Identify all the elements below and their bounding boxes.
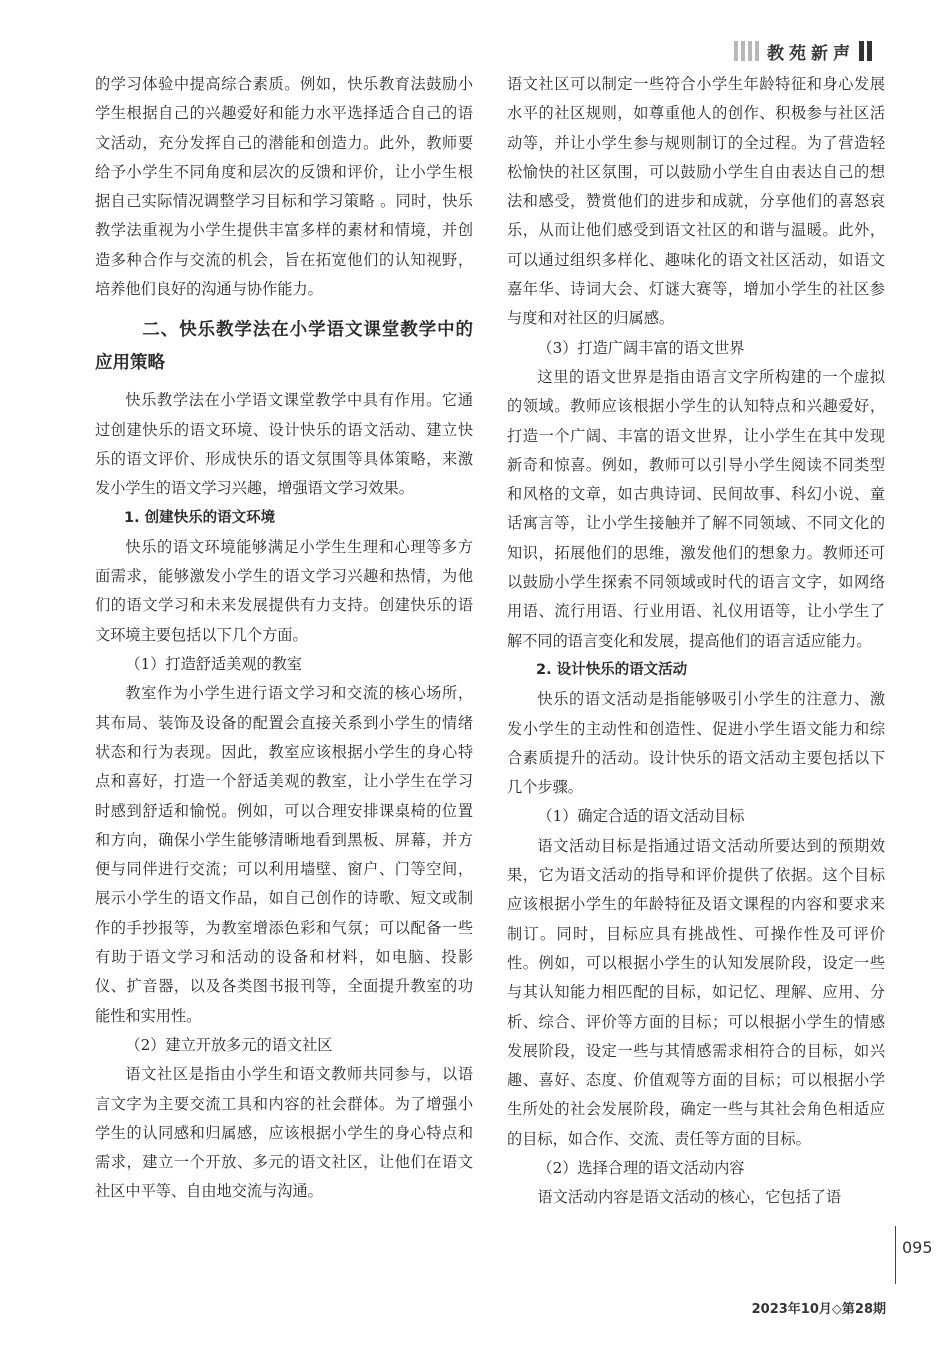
content-paragraph: 语文活动内容是语文活动的核心，它包括了语	[537, 1188, 842, 1207]
subheading-goal: （1）确定合适的语文活动目标	[537, 807, 745, 826]
intro-paragraph: 的学习体验中提高综合素质。例如，快乐教育法鼓励小学生根据自己的兴趣爱好和能力水平选择适合自己的语文活动，充分发挥自己的潜能和创造力。此外，教师要给予小学生不同角度和层次的反馈和评价，让小学生根据自己实际情况调整学习目标和学习策略 。同时，快乐教学法重视为小学生提供丰富多样的素材和情境，并创造多种合作与交流的机会，旨在拓宽他们的认知视野，培养他们良好的沟通与协作能力。	[95, 75, 473, 299]
page-number-divider	[895, 1226, 896, 1284]
section-heading: 二、快乐教学法在小学语文课堂教学中的应用策略	[95, 320, 473, 374]
subheading-world: （3）打造广阔丰富的语文世界	[537, 338, 745, 357]
subheading-activity: 2. 设计快乐的语文活动	[536, 661, 688, 678]
section-title-header: 教苑新声	[767, 43, 855, 64]
section-paragraph: 快乐教学法在小学语文课堂教学中具有作用。它通过创建快乐的语文环境、设计快乐的语文活动、建立快乐的语文评价、形成快乐的语文氛围等具体策略，来激发小学生的语文学习兴趣，增强语文学习效果。	[95, 391, 473, 498]
subheading-classroom: （1）打造舒适美观的教室	[125, 655, 303, 674]
world-paragraph: 这里的语文世界是指由语言文字所构建的一个虚拟的领域。教师应该根据小学生的认知特点和兴趣爱好，打造一个广阔、丰富的语文世界，让小学生在其中发现新奇和惊喜。例如，教师可以引导小学生阅读不同类型和风格的文章，如古典诗词、民间故事、科幻小说、童话寓言等，让小学生接触并了解不同领域、不同文化的知识，拓展他们的思维，激发他们的想象力。教师还可以鼓励小学生探索不同领域或时代的语言文字，如网络用语、流行用语、行业用语、礼仪用语等，让小学生了解不同的语言变化和发展，提高他们的语言适应能力。	[507, 367, 885, 650]
left-column	[95, 70, 473, 1207]
subheading-content: （2）选择合理的语文活动内容	[537, 1158, 745, 1177]
page-number: 095	[902, 1238, 933, 1257]
header-end-bars-decoration	[859, 41, 872, 61]
journal-header	[734, 40, 872, 62]
subheading-environment: 1. 创建快乐的语文环境	[124, 509, 276, 526]
header-bars-decoration	[734, 41, 759, 61]
activity-paragraph: 快乐的语文活动是指能够吸引小学生的注意力、激发小学生的主动性和创造性、促进小学生语文能力和综合素质提升的活动。设计快乐的语文活动主要包括以下几个步骤。	[507, 690, 885, 797]
environment-paragraph: 快乐的语文环境能够满足小学生生理和心理等多方面需求，能够激发小学生的语文学习兴趣和热情，为他们的语文学习和未来发展提供有力支持。创建快乐的语文环境主要包括以下几个方面。	[95, 537, 473, 644]
community-paragraph: 语文社区是指由小学生和语文教师共同参与，以语言文字为主要交流工具和内容的社会群体。为了增强小学生的认同感和归属感，应该根据小学生的身心特点和需求，建立一个开放、多元的语文社区，让他们在语文社区中平等、自由地交流与沟通。	[95, 1065, 473, 1201]
right-column	[507, 70, 885, 1213]
issue-date: 2023年10月◇第28期	[751, 1302, 886, 1317]
classroom-paragraph: 教室作为小学生进行语文学习和交流的核心场所，其布局、装饰及设备的配置会直接关系到小学生的情绪状态和行为表现。因此，教室应该根据小学生的身心特点和喜好，打造一个舒适美观的教室，让小学生在学习时感到舒适和愉悦。例如，可以合理安排课桌椅的位置和方向，确保小学生能够清晰地看到黑板、屏幕，并方便与同伴进行交流；可以利用墙壁、窗户、门等空间，展示小学生的语文作品，如自己创作的诗歌、短文或制作的手抄报等，为教室增添色彩和气氛；可以配备一些有助于语文学习和活动的设备和材料，如电脑、投影仪、扩音器，以及各类图书报刊等，全面提升教室的功能性和实用性。	[95, 684, 473, 1025]
goal-paragraph: 语文活动目标是指通过语文活动所要达到的预期效果，它为语文活动的指导和评价提供了依据。这个目标应该根据小学生的年龄特征及语文课程的内容和要求来制订。同时，目标应具有挑战性、可操作性及可评价性。例如，可以根据小学生的认知发展阶段，设定一些与其认知能力相匹配的目标，如记忆、理解、应用、分析、综合、评价等方面的目标；可以根据小学生的情感发展阶段，设定一些与其情感需求相符合的目标，如兴趣、喜好、态度、价值观等方面的目标；可以根据小学生所处的社会发展阶段，确定一些与其社会角色相适应的目标，如合作、交流、责任等方面的目标。	[507, 836, 885, 1148]
community-continued-paragraph: 语文社区可以制定一些符合小学生年龄特征和身心发展水平的社区规则，如尊重他人的创作、积极参与社区活动等，并让小学生参与规则制订的全过程。为了营造轻松愉快的社区氛围，可以鼓励小学生自由表达自己的想法和感受，赞赏他们的进步和成就，分享他们的喜怒哀乐，从而让他们感受到语文社区的和谐与温暖。此外，可以通过组织多样化、趣味化的语文社区活动，如语文嘉年华、诗词大会、灯谜大赛等，增加小学生的社区参与度和对社区的归属感。	[507, 75, 885, 328]
subheading-community: （2）建立开放多元的语文社区	[125, 1035, 333, 1054]
